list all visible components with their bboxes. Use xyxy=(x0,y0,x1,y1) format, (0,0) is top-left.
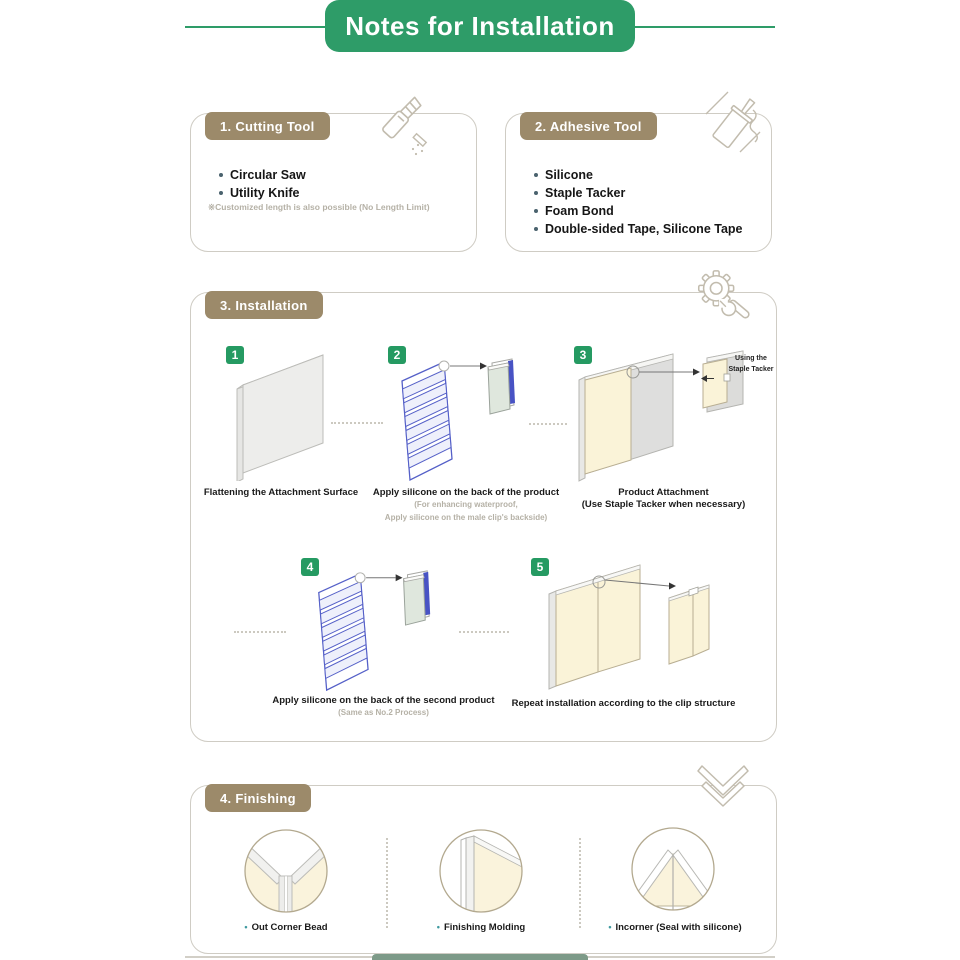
staple-tacker-note: Using the Staple Tacker xyxy=(728,355,774,374)
utility-knife-icon xyxy=(369,92,441,160)
list-item: Silicone xyxy=(534,166,743,184)
bullet-icon: • xyxy=(436,922,440,932)
list-item: Utility Knife xyxy=(219,184,306,202)
list-item: Circular Saw xyxy=(219,166,306,184)
step-separator xyxy=(459,631,509,633)
section-label-cutting: 1. Cutting Tool xyxy=(205,112,330,140)
step-separator xyxy=(529,423,567,425)
section-cutting-tool xyxy=(190,113,477,252)
finishing-molding-diagram xyxy=(436,826,526,916)
section-installation xyxy=(190,292,777,742)
cutting-note: ※Customized length is also possible (No Length Limit) xyxy=(208,202,430,212)
section-adhesive-tool xyxy=(505,113,772,252)
silicone-tube-icon xyxy=(698,86,772,160)
corner-bead-icon xyxy=(696,756,752,812)
list-item: Staple Tacker xyxy=(534,184,743,202)
bullet-icon: • xyxy=(244,922,248,932)
section-finishing xyxy=(190,785,777,954)
list-item: Double-sided Tape, Silicone Tape xyxy=(534,220,743,238)
out-corner-bead-diagram xyxy=(241,826,331,916)
step1-panel-diagram xyxy=(231,349,331,481)
step4-caption: Apply silicone on the back of the second product (Same as No.2 Process) xyxy=(272,695,495,718)
finishing-caption-3: • Incorner (Seal with silicone) xyxy=(608,922,742,933)
finishing-separator xyxy=(579,838,581,928)
step-badge-4: 4 xyxy=(301,558,319,576)
cutting-tool-list xyxy=(219,166,306,202)
finishing-caption-2: • Finishing Molding xyxy=(436,922,526,933)
step5-caption: Repeat installation according to the clip structure xyxy=(511,698,736,709)
bullet-icon: • xyxy=(608,922,612,932)
step3-caption: Product Attachment (Use Staple Tacker when necessary) xyxy=(581,487,746,511)
step1-caption: Flattening the Attachment Surface xyxy=(203,487,359,498)
step-badge-2: 2 xyxy=(388,346,406,364)
step-separator xyxy=(331,422,383,424)
page-title: Notes for Installation xyxy=(325,0,635,52)
incorner-diagram xyxy=(628,824,718,914)
step-badge-1: 1 xyxy=(226,346,244,364)
step2-silicone-diagram xyxy=(386,353,526,483)
section-label-finishing: 4. Finishing xyxy=(205,784,311,812)
finishing-caption-1: • Out Corner Bead xyxy=(244,922,328,933)
step-separator xyxy=(234,631,286,633)
adhesive-tool-list xyxy=(534,166,743,238)
gear-wrench-icon xyxy=(691,267,753,329)
step-badge-3: 3 xyxy=(574,346,592,364)
step2-caption: Apply silicone on the back of the product (For enhancing waterproof, Apply silicone on the male clip's backside) xyxy=(372,487,560,522)
section-label-installation: 3. Installation xyxy=(205,291,323,319)
step5-repeat-diagram xyxy=(541,556,711,691)
next-banner-sliver xyxy=(372,954,588,960)
step4-silicone-diagram xyxy=(303,563,441,695)
section-label-adhesive: 2. Adhesive Tool xyxy=(520,112,657,140)
list-item: Foam Bond xyxy=(534,202,743,220)
finishing-separator xyxy=(386,838,388,928)
step-badge-5: 5 xyxy=(531,558,549,576)
